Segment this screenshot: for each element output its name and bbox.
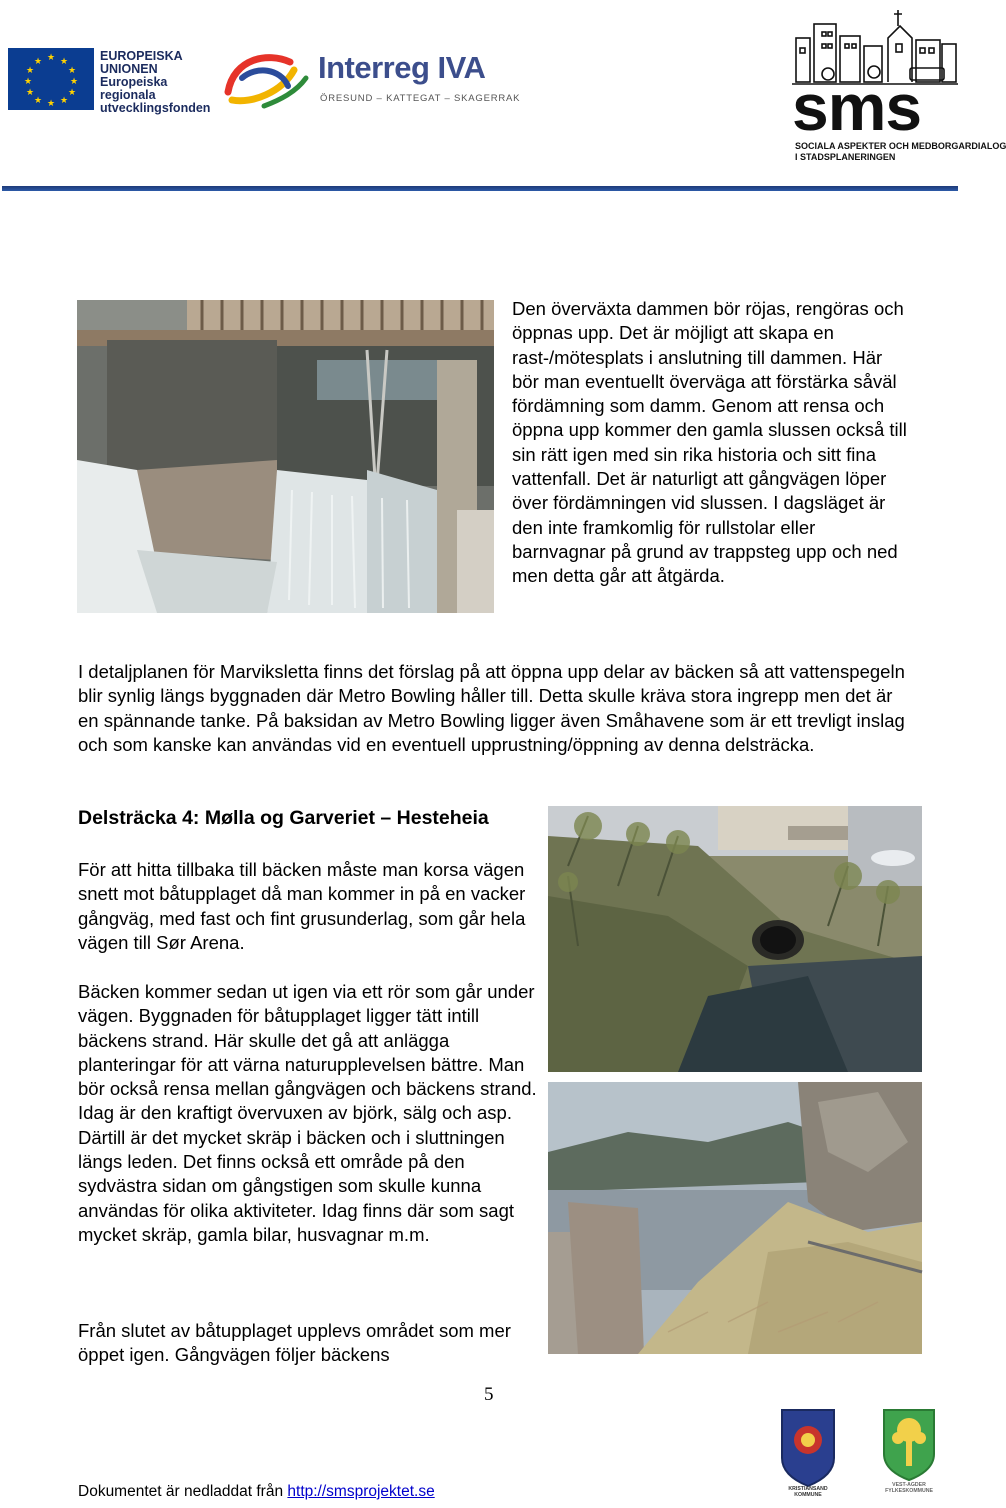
page-header (0, 0, 1006, 195)
interreg-subtitle: ÖRESUND – KATTEGAT – SKAGERRAK (320, 93, 521, 104)
section-heading: Delsträcka 4: Mølla og Garveriet – Hesteheia (78, 807, 489, 829)
eu-line: UNIONEN (100, 62, 158, 76)
eu-fund-label (100, 50, 220, 115)
footer-prefix: Dokumentet är nedladdat från (78, 1483, 284, 1500)
page-number: 5 (484, 1384, 494, 1405)
paragraph-dam-clearing: Den överväxta dammen bör röjas, rengöras och öppnas upp. Det är möjligt att skapa en rast-/mötesplats i anslutning till dammen. Här bör man eventuellt överväga att förstärka såväl fördämning som damm. Genom att rensa och öppna upp kommer den gamla slussen också till sin rätt igen med sin rika historia och sitt fina vattenfall. Det är naturligt att gångvägen löper över fördämningen vid slussen. I dagsläget är den inte framkomlig för rullstolar eller barnvagnar på grund av trappsteg upp och ned men detta går att åtgärda. (512, 298, 907, 587)
header-divider (2, 186, 958, 191)
eu-line: utvecklingsfonden (100, 101, 211, 115)
paragraph-detailplan: I detaljplanen för Marviksletta finns det förslag på att öppna upp delar av bäcken så att vattenspegeln blir synlig längs byggnaden där Metro Bowling håller till. Detta skulle kräva stora ingrepp men det är en spännande tanke. På baksidan av Metro Bowling ligger även Småhavene som är ett trevligt inslag och som kanske kan användas vid en eventuell upprustning/öppning av denna delsträcka. (78, 661, 905, 755)
sms-tagline (795, 141, 1006, 163)
kristiansand-caption-2: KOMMUNE (794, 1492, 822, 1498)
paragraph-batupplaget: Från slutet av båtupplaget upplevs området som mer öppet igen. Gångvägen följer bäckens (78, 1320, 511, 1366)
eu-line: EUROPEISKA (100, 49, 183, 63)
sms-logo-word: sms (792, 70, 922, 144)
footer-source (78, 1482, 435, 1502)
paragraph-gangvag: För att hitta tillbaka till bäcken måste man korsa vägen snett mot båtupplaget då man kommer in på en vacker gångväg, med fast och fint grusunderlag, som går hela vägen till Sør Arena. (78, 859, 526, 953)
culvert-stream-photo (548, 806, 922, 1072)
eu-line: Europeiska (100, 75, 168, 89)
sms-tagline-line: SOCIALA ASPEKTER OCH MEDBORGARDIALOG (795, 141, 1006, 151)
lake-rocks-photo (548, 1082, 922, 1354)
eu-line: regionala (100, 88, 156, 102)
interreg-mark-icon (222, 48, 314, 110)
interreg-title: Interreg IVA (318, 50, 486, 85)
vest-agder-caption-1: VEST-AGDER (892, 1482, 926, 1488)
sluice-waterfall-photo (77, 300, 494, 613)
footer-link[interactable]: http://smsprojektet.se (287, 1483, 435, 1500)
kristiansand-caption-1: KRISTIANSAND (788, 1486, 828, 1492)
sms-tagline-line: I STADSPLANERINGEN (795, 152, 896, 162)
kristiansand-coat-of-arms-icon (778, 1406, 838, 1496)
vest-agder-caption-2: FYLKESKOMMUNE (885, 1488, 933, 1494)
vest-agder-coat-of-arms-icon (876, 1406, 942, 1492)
paragraph-backen: Bäcken kommer sedan ut igen via ett rör som går under vägen. Byggnaden för båtupplaget ligger tätt intill bäckens strand. Här skulle det gå att anlägga planteringar för att värna naturupplevelsen bättre. Man bör också rensa mellan gångvägen och bäckens strand. Idag är den kraftigt övervuxen av björk, sälg och asp. Därtill är det mycket skräp i bäcken och i sluttningen längs leden. Det finns också ett område på den sydvästra sidan om gångstigen som skulle kunna användas för olika aktiviteter. Idag finns där som sagt mycket skräp, gamla bilar, husvagnar m.m. (78, 981, 537, 1245)
eu-flag-logo: ★ ★ ★ ★ ★ ★ ★ ★ ★ ★ ★ ★ (8, 48, 94, 110)
